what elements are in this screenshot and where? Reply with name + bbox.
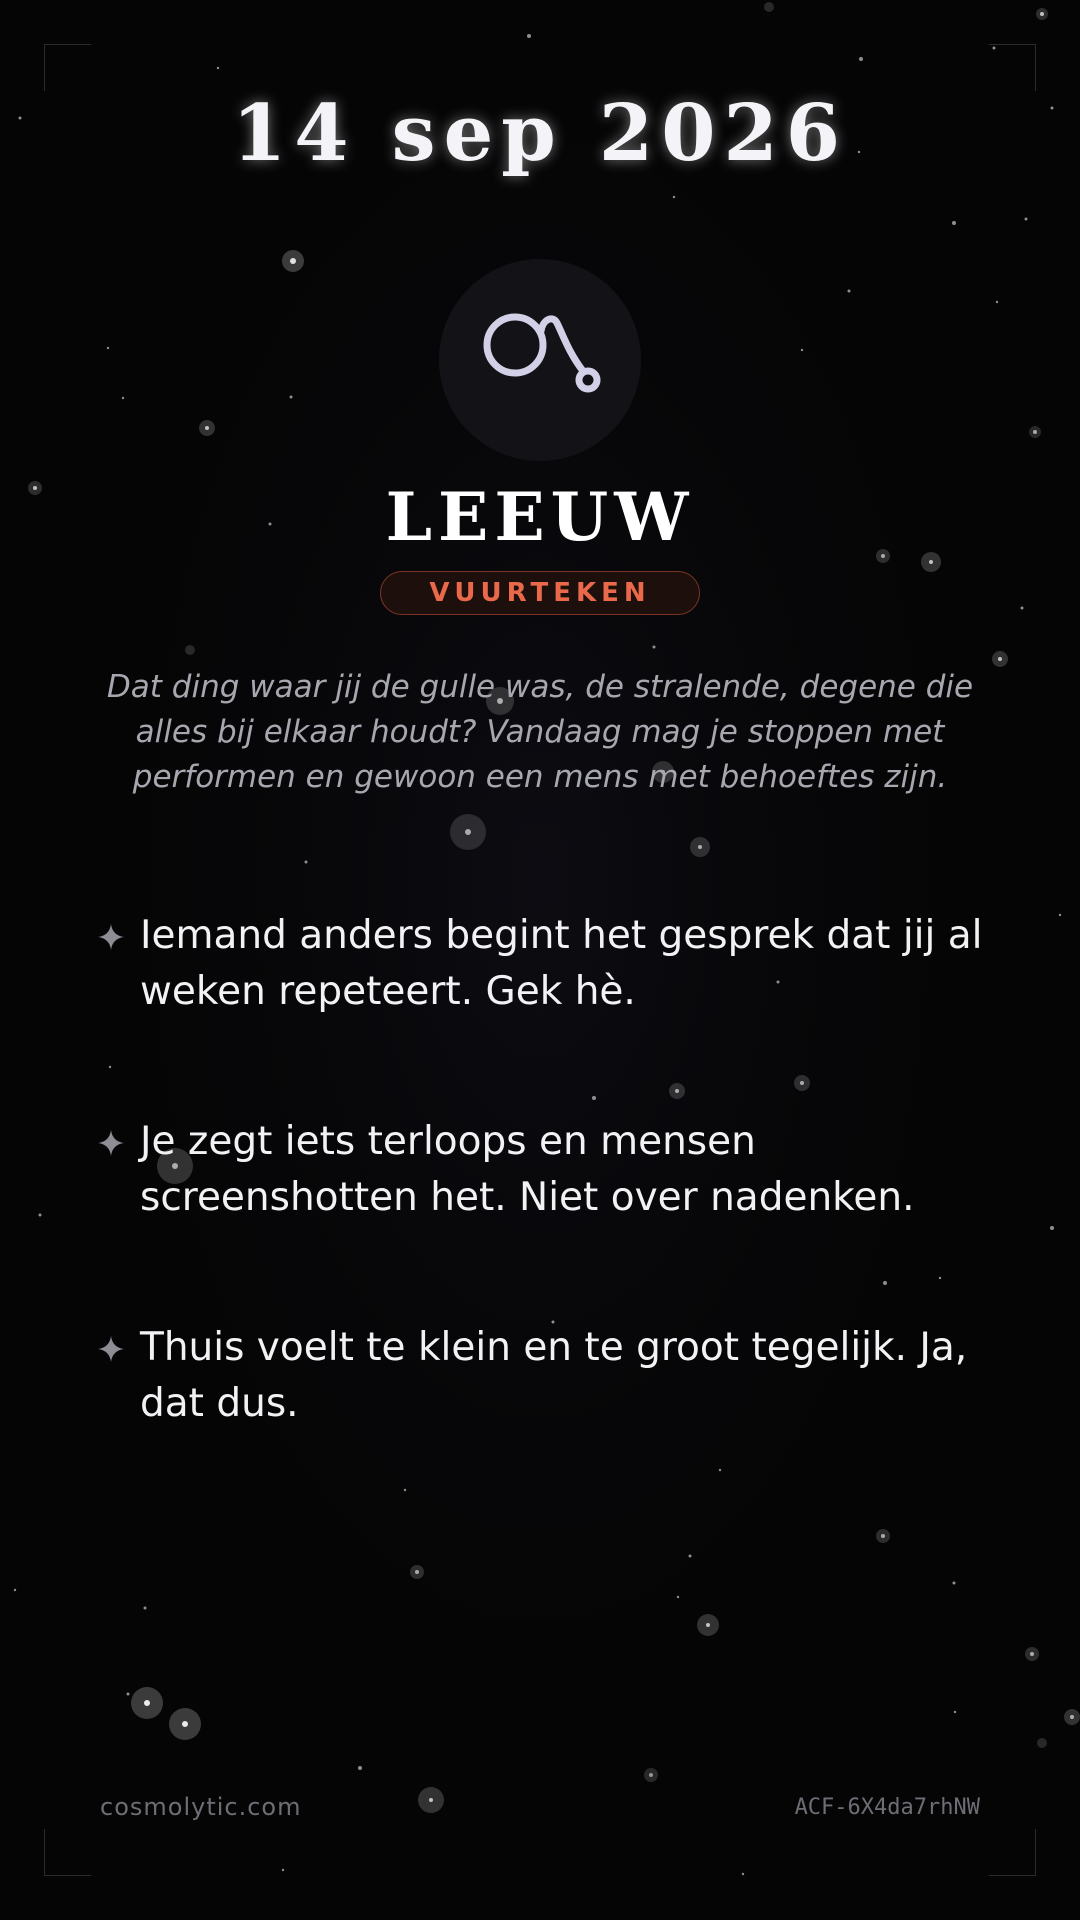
date-heading: 14 sep 2026 <box>231 88 849 179</box>
footer-site-link[interactable]: cosmolytic.com <box>100 1793 302 1821</box>
corner-frame-top-right <box>989 44 1036 91</box>
sparkle-icon <box>96 1128 126 1158</box>
corner-frame-bottom-left <box>44 1829 91 1876</box>
footer-code: ACF-6X4da7rhNW <box>794 1795 980 1820</box>
sparkle-icon <box>96 1334 126 1364</box>
sign-name: LEEUW <box>385 478 695 556</box>
list-item-text: Iemand anders begint het gesprek dat jij al weken repeteert. Gek hè. <box>140 913 983 1014</box>
list-item-text: Thuis voelt te klein en te groot tegelijk. Ja, dat dus. <box>140 1325 968 1426</box>
leo-glyph-icon <box>477 297 603 423</box>
element-badge: VUURTEKEN <box>380 571 700 615</box>
corner-frame-bottom-right <box>989 1829 1036 1876</box>
corner-frame-top-left <box>44 44 91 91</box>
intro-text: Dat ding waar jij de gulle was, de stralende, degene die alles bij elkaar houdt? Vandaag mag je stoppen met performen en gewoon een mens met behoeftes zijn. <box>106 669 974 795</box>
list-item <box>96 1320 976 1526</box>
list-item-text: Je zegt iets terloops en mensen screenshotten het. Niet over nadenken. <box>140 1119 915 1220</box>
sparkle-icon <box>96 922 126 952</box>
list-item <box>96 1114 976 1320</box>
prediction-list <box>96 908 983 1526</box>
sign-icon-circle <box>439 259 641 461</box>
list-item <box>96 908 983 1114</box>
